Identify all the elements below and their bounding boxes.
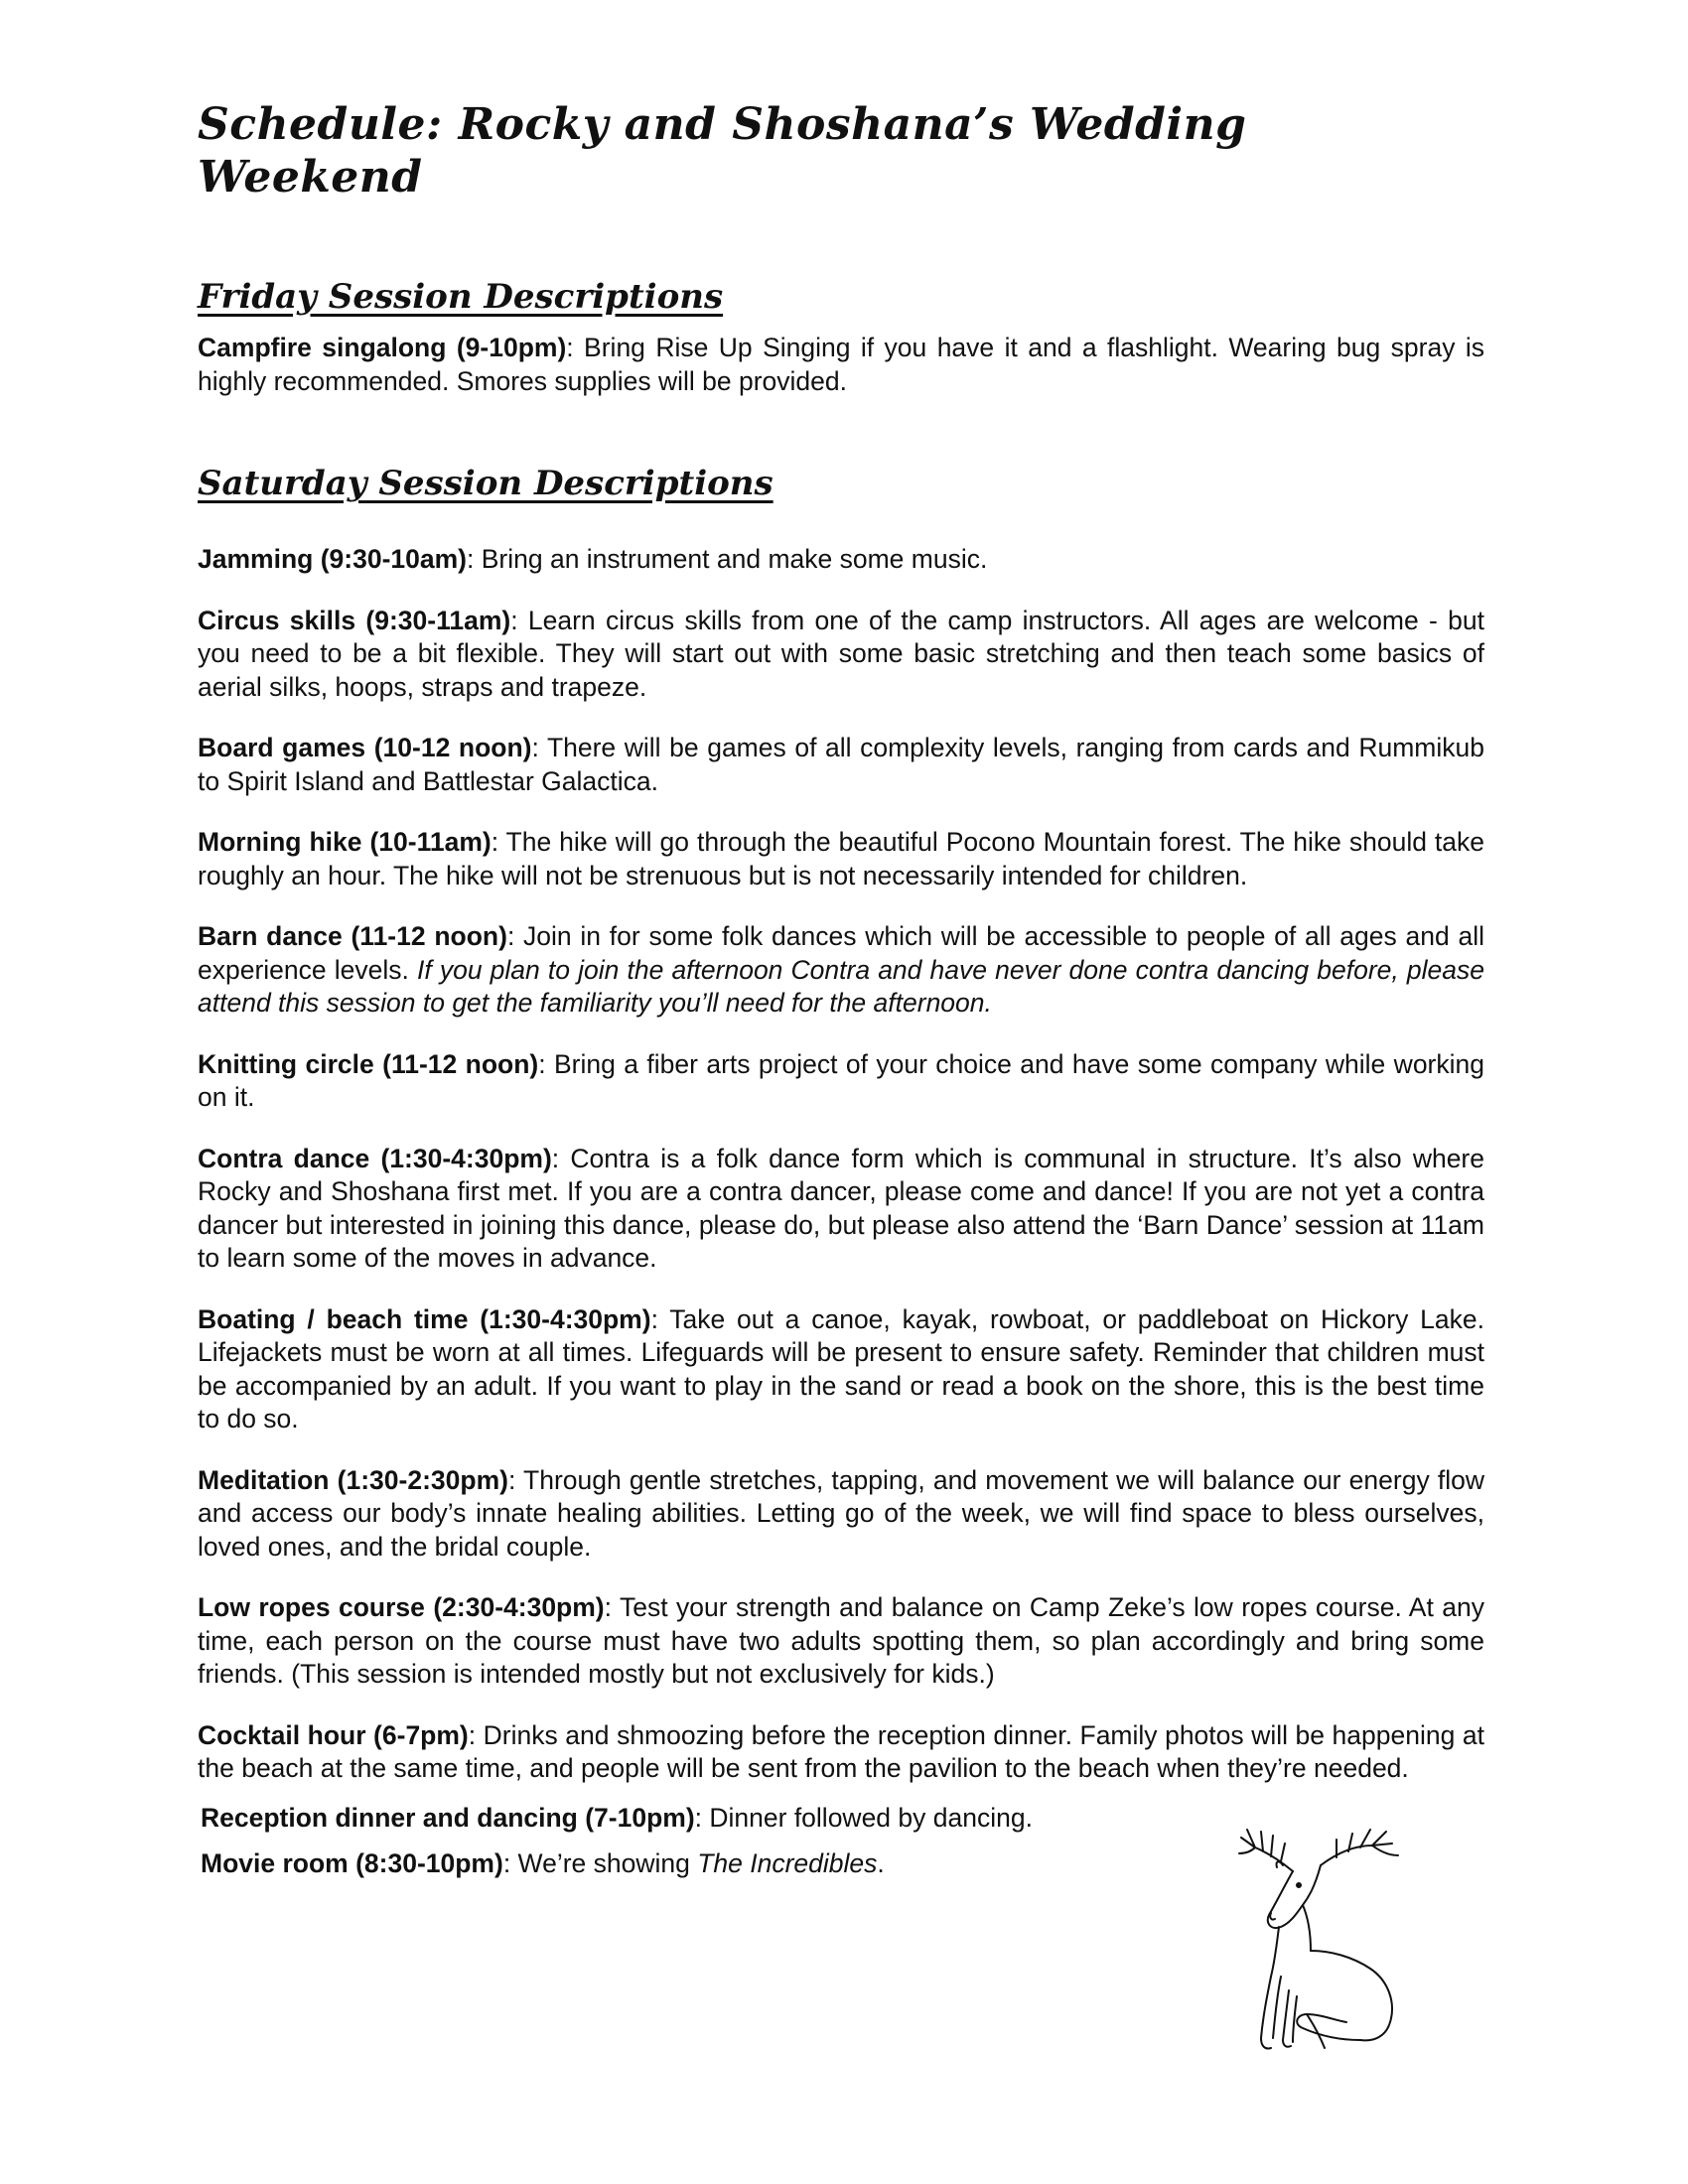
session-text: : There will be games of all complexity levels, ranging from cards and Rummikub to Spirit Island and Battlestar Galactica. <box>198 733 1484 796</box>
session-contra <box>198 1143 1484 1276</box>
session-name: Contra dance (1:30-4:30pm) <box>198 1143 552 1173</box>
session-text: : Bring an instrument and make some music. <box>467 544 988 575</box>
session-knitting <box>198 1048 1484 1115</box>
session-name: Circus skills (9:30-11am) <box>198 605 511 635</box>
session-name: Boating / beach time (1:30-4:30pm) <box>198 1303 651 1334</box>
session-jamming <box>198 543 1484 577</box>
session-text: : Bring a fiber arts project of your choice and have some company while working on it. <box>198 1048 1484 1113</box>
session-name: Low ropes course (2:30-4:30pm) <box>198 1592 605 1623</box>
session-name: Jamming (9:30-10am) <box>198 544 467 575</box>
session-name: Movie room (8:30-10pm) <box>201 1848 503 1879</box>
session-text: : Test your strength and balance on Camp Zeke’s low ropes course. At any time, each person on the course must have two adults spotting them, so plan accordingly and bring some friends. (This session is intended mostly but not exclusively for kids.) <box>198 1592 1484 1690</box>
session-circus <box>198 605 1484 705</box>
session-name: Barn dance (11-12 noon) <box>198 921 507 952</box>
session-low-ropes <box>198 1591 1484 1692</box>
movie-title: The Incredibles <box>697 1848 878 1879</box>
moose-icon <box>1211 1802 1450 2060</box>
session-barn-dance <box>198 920 1484 1021</box>
session-name: Morning hike (10-11am) <box>198 827 492 858</box>
session-hike <box>198 826 1484 892</box>
session-text: : The hike will go through the beautiful Pocono Mountain forest. The hike should take roughly an hour. The hike will not be strenuous but is not necessarily intended for children. <box>198 827 1484 890</box>
session-name: Board games (10-12 noon) <box>198 733 532 763</box>
session-text: : Through gentle stretches, tapping, and movement we will balance our energy flow and access our body’s innate healing abilities. Letting go of the week, we will find space to bless ourselves, loved ones, and the bridal couple. <box>198 1464 1485 1562</box>
session-name: Knitting circle (11-12 noon) <box>198 1048 539 1079</box>
session-note: If you plan to join the afternoon Contra and have never done contra dancing before, please attend this session to get the familiarity you’ll need for the afternoon. <box>198 954 1484 1019</box>
friday-heading: Friday Session Descriptions <box>198 276 724 317</box>
session-cocktail <box>198 1719 1484 1786</box>
session-text: : Join in for some folk dances which will be accessible to people of all ages and all experience levels. <box>198 921 1484 985</box>
session-board-games <box>198 732 1484 798</box>
session-text: : Drinks and shmoozing before the reception dinner. Family photos will be happening at the beach at the same time, and people will be sent from the pavilion to the beach when they’re needed. <box>198 1719 1484 1784</box>
session-campfire <box>198 332 1484 398</box>
session-text: : Learn circus skills from one of the camp instructors. All ages are welcome - but you need to be a bit flexible. They will start out with some basic stretching and then teach some basics of aerial silks, hoops, straps and trapeze. <box>198 605 1484 702</box>
session-name: Reception dinner and dancing (7-10pm) <box>201 1802 695 1833</box>
session-text: : Bring Rise Up Singing if you have it and a flashlight. Wearing bug spray is highly recommended. Smores supplies will be provided. <box>198 333 1484 396</box>
session-name: Cocktail hour (6-7pm) <box>198 1719 469 1750</box>
session-text: : Take out a canoe, kayak, rowboat, or paddleboat on Hickory Lake. Lifejackets must be worn at all times. Lifeguards will be present to ensure safety. Reminder that children must be accompanied by an adult. If you want to play in the sand or read a book on the shore, this is the best time to do so. <box>198 1303 1484 1434</box>
saturday-heading: Saturday Session Descriptions <box>198 464 774 504</box>
session-name: Campfire singalong (9-10pm) <box>198 333 567 363</box>
session-text: : We’re showing <box>502 1848 698 1879</box>
session-boating <box>198 1303 1484 1436</box>
document-page <box>198 99 1484 1881</box>
session-meditation <box>198 1464 1484 1565</box>
session-text: : Dinner followed by dancing. <box>694 1802 1033 1833</box>
session-text: : Contra is a folk dance form which is communal in structure. It’s also where Rocky and Shoshana first met. If you are a contra dancer, please come and dance! If you are not yet a contra dancer but interested in joining this dance, please do, but please also attend the ‘Barn Dance’ session at 11am to learn some of the moves in advance. <box>198 1143 1484 1274</box>
session-name: Meditation (1:30-2:30pm) <box>198 1464 508 1495</box>
page-title: Schedule: Rocky and Shoshana’s Wedding Weekend <box>198 99 1247 203</box>
session-text-end: . <box>877 1848 885 1879</box>
